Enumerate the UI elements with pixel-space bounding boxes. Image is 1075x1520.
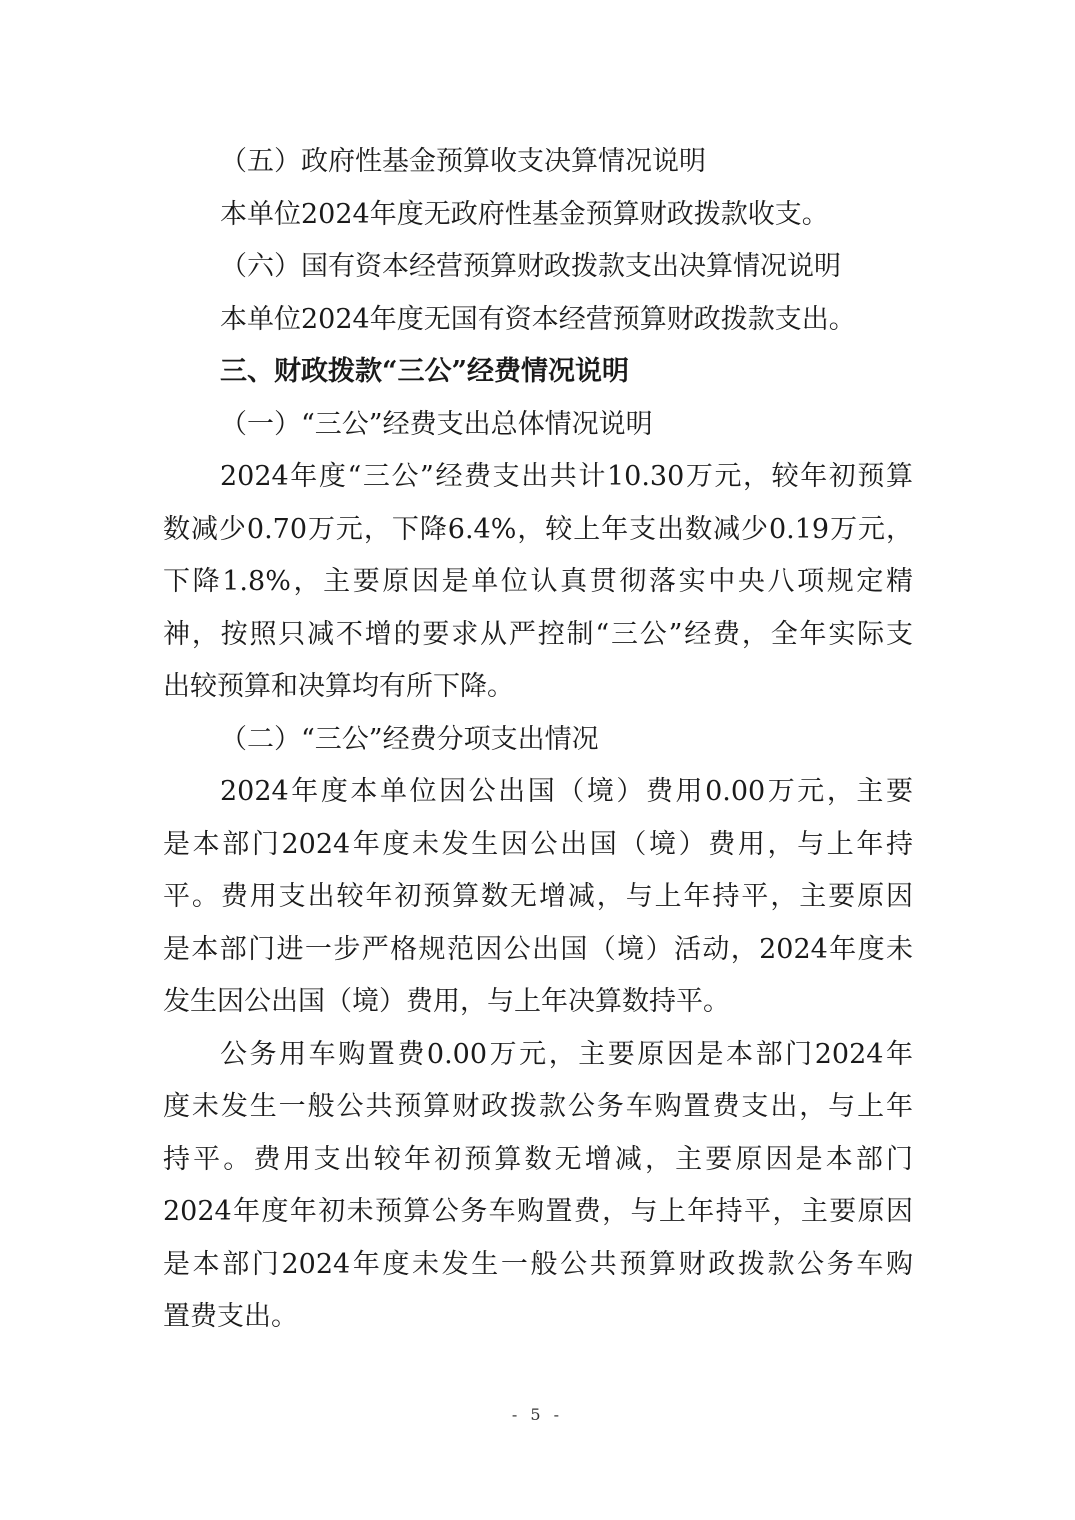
text-line: 度未发生一般公共预算财政拨款公务车购置费支出，与上年: [163, 1091, 913, 1122]
text-line: 神，按照只减不增的要求从严控制“三公”经费，全年实际支: [163, 618, 913, 650]
text-line: 平。费用支出较年初预算数无增减，与上年持平，主要原因: [163, 881, 913, 912]
text-line: 2024年度本单位因公出国（境）费用0.00万元，主要: [220, 776, 913, 807]
text-line: 出较预算和决算均有所下降。: [163, 671, 514, 702]
text-line: 置费支出。: [163, 1301, 298, 1332]
text-line: 数减少0.70万元，下降6.4%，较上年支出数减少0.19万元，: [163, 513, 913, 545]
text-line: 本单位2024年度无国有资本经营预算财政拨款支出。: [220, 303, 856, 335]
text-line: 持平。费用支出较年初预算数无增减，主要原因是本部门: [163, 1143, 913, 1175]
text-line: （六）国有资本经营预算财政拨款支出决算情况说明: [220, 251, 841, 282]
text-line: 2024年度“三公”经费支出共计10.30万元，较年初预算: [220, 461, 913, 492]
text-line: 是本部门2024年度未发生一般公共预算财政拨款公务车购: [163, 1248, 913, 1280]
text-line: （五）政府性基金预算收支决算情况说明: [220, 146, 706, 177]
text-line: 公务用车购置费0.00万元，主要原因是本部门2024年: [220, 1038, 913, 1070]
text-line: 2024年度年初未预算公务车购置费，与上年持平，主要原因: [163, 1196, 913, 1227]
page-number: - 5 -: [511, 1405, 564, 1424]
text-line: 是本部门进一步严格规范因公出国（境）活动，2024年度未: [163, 933, 913, 965]
text-line: 发生因公出国（境）费用，与上年决算数持平。: [163, 986, 730, 1017]
section-heading: 三、财政拨款“三公”经费情况说明: [220, 356, 630, 387]
text-line: 下降1.8%，主要原因是单位认真贯彻落实中央八项规定精: [163, 566, 913, 597]
text-line: （一）“三公”经费支出总体情况说明: [220, 408, 653, 440]
text-line: 本单位2024年度无政府性基金预算财政拨款收支。: [220, 198, 829, 230]
text-line: 是本部门2024年度未发生因公出国（境）费用，与上年持: [163, 828, 913, 860]
document-body: [163, 136, 913, 1344]
text-line: （二）“三公”经费分项支出情况: [220, 723, 599, 755]
